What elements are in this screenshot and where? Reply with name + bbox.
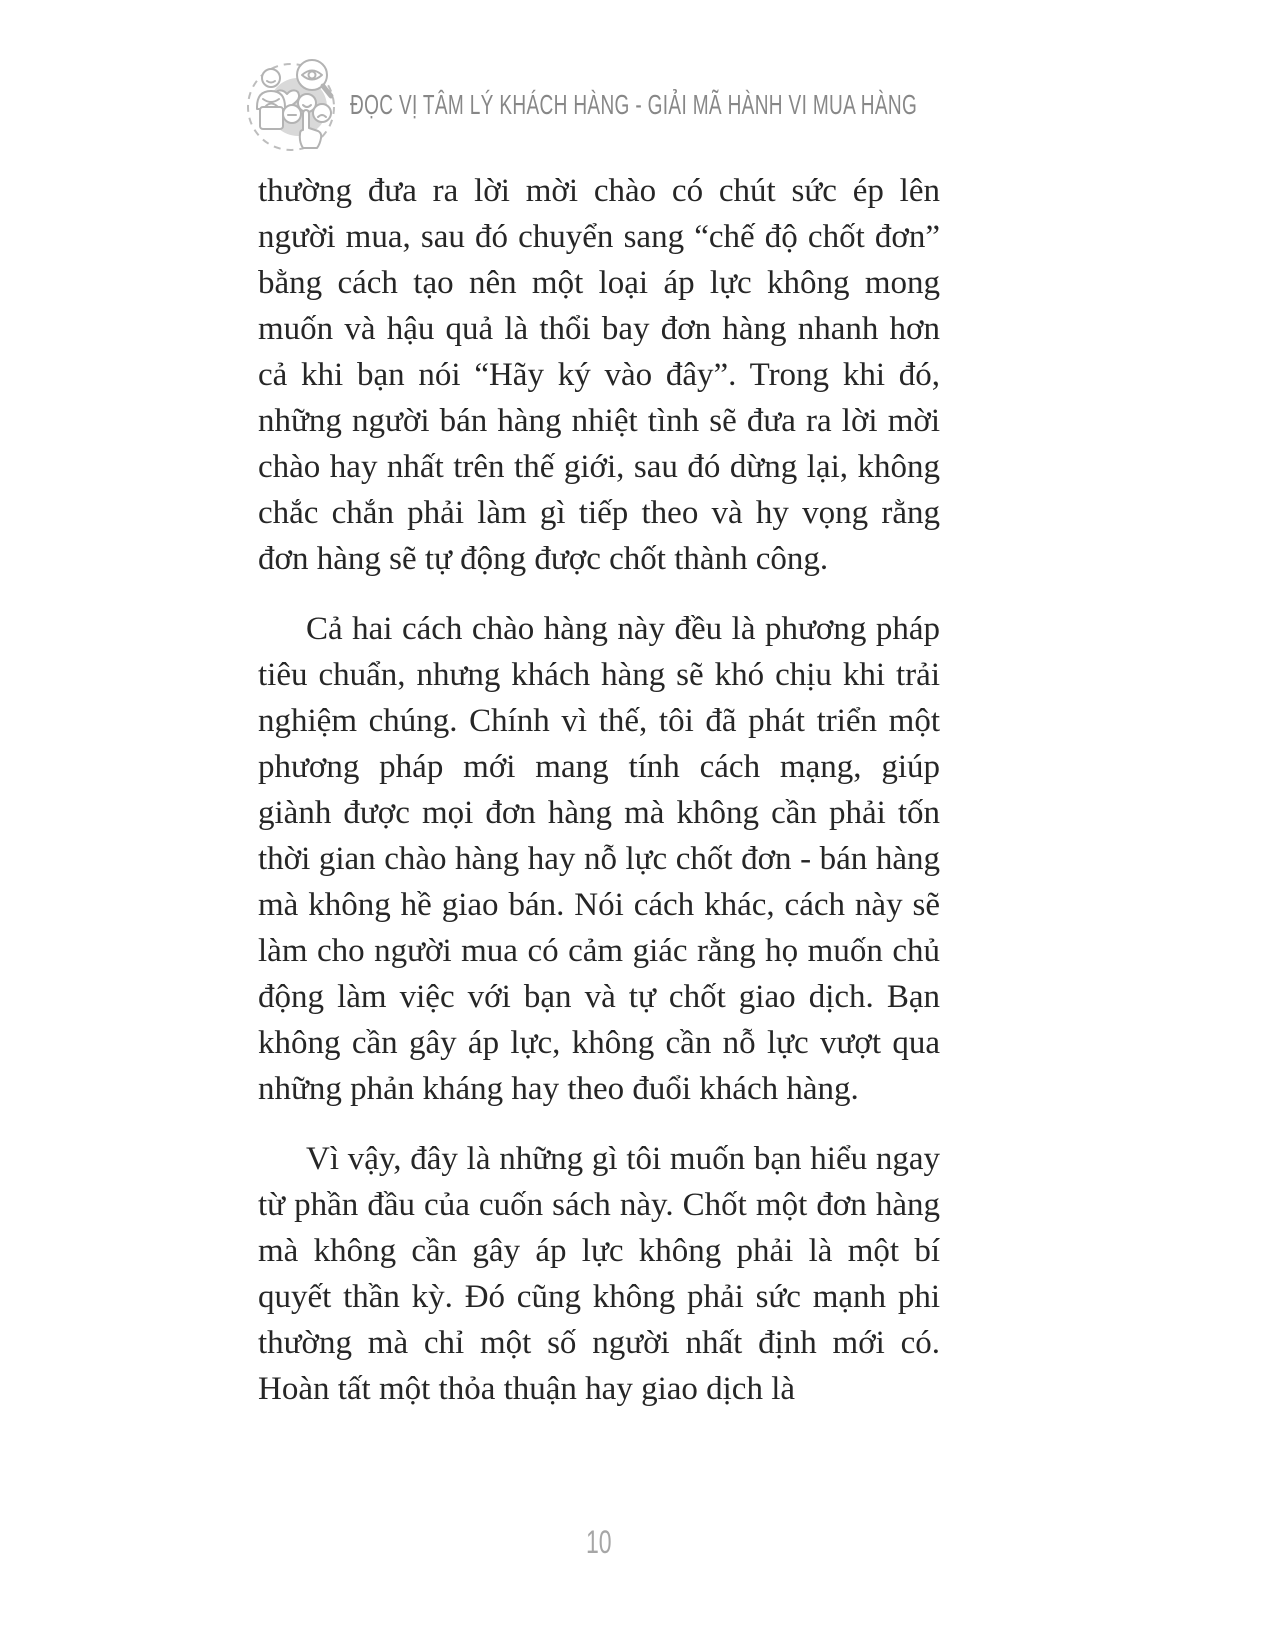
page-number-value: 10 [586,1524,612,1560]
body-text [258,168,940,1436]
running-header-title: ĐỌC VỊ TÂM LÝ KHÁCH HÀNG - GIẢI MÃ HÀNH VI MUA HÀNG [350,89,918,120]
paragraph: Vì vậy, đây là những gì tôi muốn bạn hiểu ngay từ phần đầu của cuốn sách này. Chốt một đơn hàng mà không cần gây áp lực không phải là một bí quyết thần kỳ. Đó cũng không phải sức mạnh phi thường mà chỉ một số người nhất định mới có. Hoàn tất một thỏa thuận hay giao dịch là [258,1141,940,1407]
paragraph: Cả hai cách chào hàng này đều là phương pháp tiêu chuẩn, nhưng khách hàng sẽ khó chịu khi trải nghiệm chúng. Chính vì thế, tôi đã phát triển một phương pháp mới mang tính cách mạng, giúp giành được mọi đơn hàng mà không cần phải tốn thời gian chào hàng hay nỗ lực chốt đơn - bán hàng mà không hề giao bán. Nói cách khác, cách này sẽ làm cho người mua có cảm giác rằng họ muốn chủ động làm việc với bạn và tự chốt giao dịch. Bạn không cần gây áp lực, không cần nỗ lực vượt qua những phản kháng hay theo đuổi khách hàng. [258,611,940,1107]
page-number [258,1524,940,1561]
page-header [246,55,1184,155]
paragraph: thường đưa ra lời mời chào có chút sức ép lên người mua, sau đó chuyển sang “chế độ chốt đơn” bằng cách tạo nên một loại áp lực không mong muốn và hậu quả là thổi bay đơn hàng nhanh hơn cả khi bạn nói “Hãy ký vào đây”. Trong khi đó, những người bán hàng nhiệt tình sẽ đưa ra lời mời chào hay nhất trên thế giới, sau đó dừng lại, không chắc chắn phải làm gì tiếp theo và hy vọng rằng đơn hàng sẽ tự động được chốt thành công. [258,173,940,577]
customer-psychology-logo-icon [246,55,336,155]
